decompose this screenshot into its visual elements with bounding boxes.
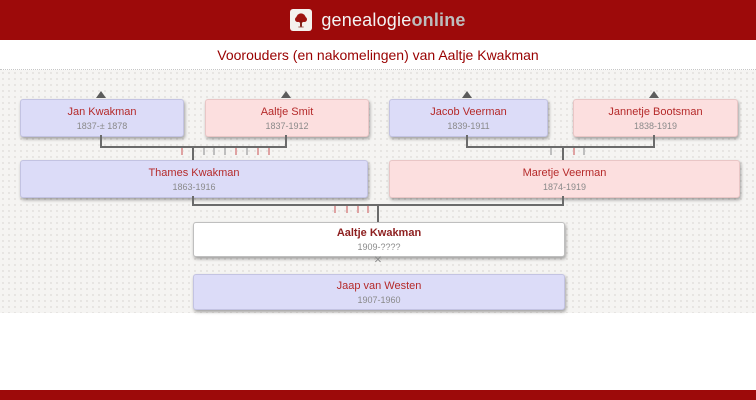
- sibling-tick[interactable]: [550, 148, 552, 155]
- person-link-aaltje-smit[interactable]: Aaltje Smit: [260, 105, 314, 118]
- sibling-tick[interactable]: [346, 206, 348, 213]
- person-box-thames-kwakman[interactable]: [20, 160, 368, 198]
- sibling-tick[interactable]: [246, 148, 248, 155]
- expand-ancestors-icon-jan[interactable]: [96, 91, 106, 98]
- person-link-jacob-veerman[interactable]: Jacob Veerman: [430, 105, 507, 118]
- sibling-tick[interactable]: [257, 148, 259, 155]
- person-years-aaltje-kwakman: 1909-????: [357, 242, 401, 252]
- connector-line: [466, 146, 655, 148]
- person-link-jan-kwakman[interactable]: Jan Kwakman: [67, 105, 137, 118]
- person-box-jan-kwakman[interactable]: [20, 99, 184, 137]
- marriage-symbol: ✕: [373, 255, 383, 266]
- person-link-aaltje-kwakman[interactable]: Aaltje Kwakman: [336, 227, 422, 239]
- brand-suffix: online: [411, 9, 466, 30]
- sibling-tick[interactable]: [235, 148, 237, 155]
- person-years-jaap-van-westen: 1907-1960: [357, 294, 401, 305]
- tree-icon: [293, 12, 309, 28]
- person-years-jan-kwakman: 1837-± 1878: [76, 120, 128, 131]
- person-box-jaap-van-westen[interactable]: [193, 274, 565, 310]
- sibling-tick[interactable]: [357, 206, 359, 213]
- sibling-tick[interactable]: [583, 148, 585, 155]
- person-years-maretje-veerman: 1874-1919: [542, 181, 587, 192]
- brand-wordmark[interactable]: [321, 10, 465, 31]
- expand-ancestors-icon-smit[interactable]: [281, 91, 291, 98]
- sibling-tick[interactable]: [573, 148, 575, 155]
- tree-logo-icon[interactable]: [290, 9, 312, 31]
- brand-prefix: genealogie: [321, 9, 412, 30]
- person-years-aaltje-smit: 1837-1912: [265, 120, 309, 131]
- expand-ancestors-icon-jannetje[interactable]: [649, 91, 659, 98]
- sibling-tick[interactable]: [224, 148, 226, 155]
- sibling-tick[interactable]: [181, 148, 183, 155]
- person-link-jaap-van-westen[interactable]: Jaap van Westen: [336, 279, 422, 292]
- sibling-tick[interactable]: [268, 148, 270, 155]
- connector-line: [377, 204, 379, 222]
- person-link-jannetje-bootsman[interactable]: Jannetje Bootsman: [608, 105, 703, 118]
- sibling-tick[interactable]: [367, 206, 369, 213]
- person-years-thames-kwakman: 1863-1916: [172, 181, 216, 192]
- title-bar: [0, 40, 756, 70]
- connector-line: [192, 146, 194, 160]
- person-years-jacob-veerman: 1839-1911: [447, 120, 490, 131]
- footer-bar: [0, 390, 756, 400]
- family-tree-canvas: [0, 70, 756, 313]
- sibling-tick[interactable]: [203, 148, 205, 155]
- person-link-thames-kwakman[interactable]: Thames Kwakman: [148, 166, 240, 179]
- connector-line: [562, 146, 564, 160]
- person-box-jacob-veerman[interactable]: [389, 99, 548, 137]
- expand-ancestors-icon-jacob[interactable]: [462, 91, 472, 98]
- sibling-tick[interactable]: [334, 206, 336, 213]
- person-box-jannetje-bootsman[interactable]: [573, 99, 738, 137]
- person-years-jannetje-bootsman: 1838-1919: [633, 120, 678, 131]
- header-bar: [0, 0, 756, 40]
- person-box-maretje-veerman[interactable]: [389, 160, 740, 198]
- sibling-tick[interactable]: [213, 148, 215, 155]
- person-link-maretje-veerman[interactable]: Maretje Veerman: [522, 166, 607, 179]
- person-box-aaltje-kwakman[interactable]: [193, 222, 565, 257]
- person-box-aaltje-smit[interactable]: [205, 99, 369, 137]
- page-title: Voorouders (en nakomelingen) van Aaltje Kwakman: [217, 46, 539, 63]
